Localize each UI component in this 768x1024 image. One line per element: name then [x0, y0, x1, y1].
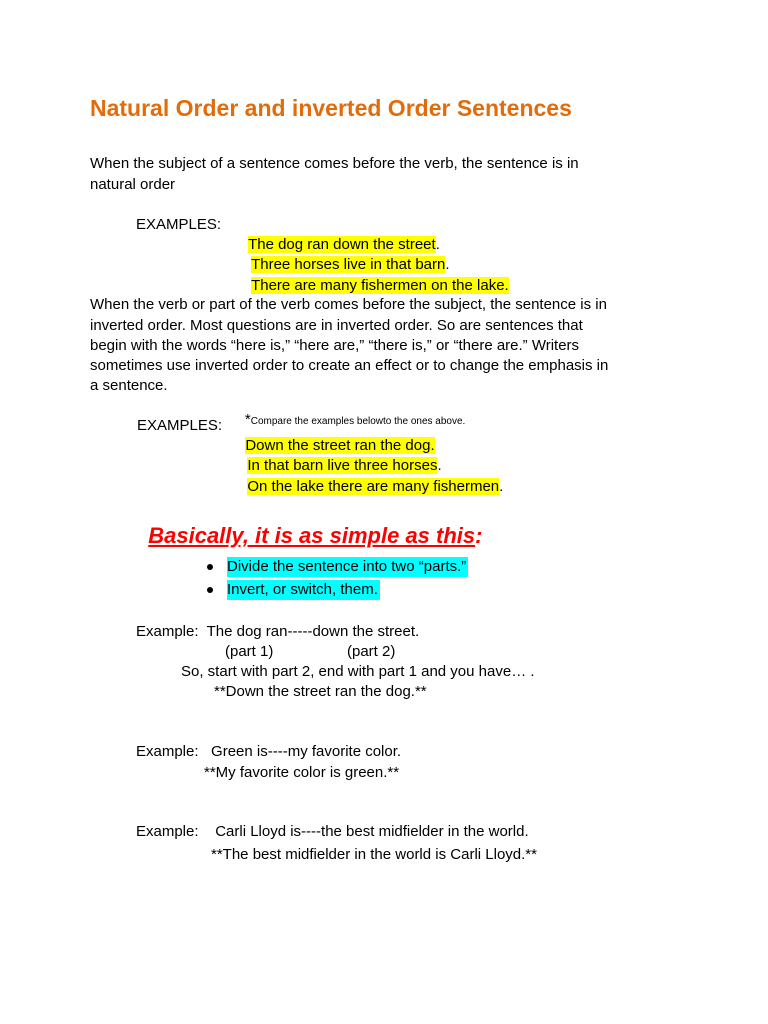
example-1-result: **Down the street ran the dog.** [214, 683, 427, 700]
example-2-line-1: Example: Green is----my favorite color. [136, 743, 402, 760]
bullet-item-2-text: Invert, or switch, them. [227, 581, 378, 598]
bullet-item-1 [204, 557, 468, 577]
inverted-example-2-text: In that barn live three horses [247, 457, 438, 474]
example-2-result: **My favorite color is green.** [204, 764, 400, 781]
inverted-example-2-period: . [437, 457, 442, 474]
natural-intro-line-1: When the subject of a sentence comes before the verb, the sentence is in [90, 155, 579, 172]
natural-example-3 [243, 256, 509, 296]
basically-heading-colon: : [475, 523, 483, 548]
natural-example-2-period: . [445, 256, 450, 273]
bullet-item-1-text: Divide the sentence into two “parts.” [227, 558, 467, 575]
inverted-example-1-text: Down the street ran the dog. [245, 437, 435, 454]
natural-example-1-text: The dog ran down the street [248, 236, 436, 253]
example-3-line-1: Example: Carli Lloyd is----the best midfielder in the world. [136, 823, 529, 840]
natural-intro-line-2: natural order [90, 176, 176, 193]
basically-heading-text: Basically, it is as simple as this [148, 523, 476, 548]
compare-note-star: * [244, 411, 251, 428]
inverted-example-3 [239, 457, 503, 497]
inverted-intro-line-2: inverted order. Most questions are in inverted order. So are sentences that [90, 317, 583, 334]
bullet-dot-icon [207, 587, 213, 593]
natural-example-2-text: Three horses live in that barn [251, 256, 446, 273]
bullet-item-2 [204, 580, 380, 600]
example-3-result: **The best midfielder in the world is Carli Lloyd.** [211, 846, 537, 863]
natural-example-3-text: There are many fishermen on the lake. [251, 277, 509, 294]
basically-heading [136, 497, 482, 549]
page-title: Natural Order and inverted Order Sentences [90, 95, 572, 121]
natural-example-1-period: . [435, 236, 440, 253]
bullet-dot-icon [207, 564, 213, 570]
natural-examples-label: EXAMPLES: [136, 216, 222, 233]
inverted-examples-label: EXAMPLES: [137, 417, 223, 434]
example-1-line-3: So, start with part 2, end with part 1 and you have… . [181, 663, 535, 680]
example-1-part-1: (part 1) [225, 643, 274, 660]
inverted-example-3-period: . [499, 478, 504, 495]
example-1-line-1: Example: The dog ran-----down the street. [136, 623, 420, 640]
inverted-intro-line-4: sometimes use inverted order to create an effect or to change the emphasis in [90, 357, 609, 374]
compare-note-text: Compare the examples belowto the ones above. [250, 416, 466, 427]
inverted-example-3-text: On the lake there are many fishermen [247, 478, 500, 495]
inverted-intro-line-1: When the verb or part of the verb comes before the subject, the sentence is in [90, 296, 607, 313]
example-1-part-2: (part 2) [347, 643, 396, 660]
inverted-intro-line-3: begin with the words “here is,” “here are,” “there is,” or “there are.” Writers [90, 337, 580, 354]
inverted-intro-line-5: a sentence. [90, 377, 168, 394]
